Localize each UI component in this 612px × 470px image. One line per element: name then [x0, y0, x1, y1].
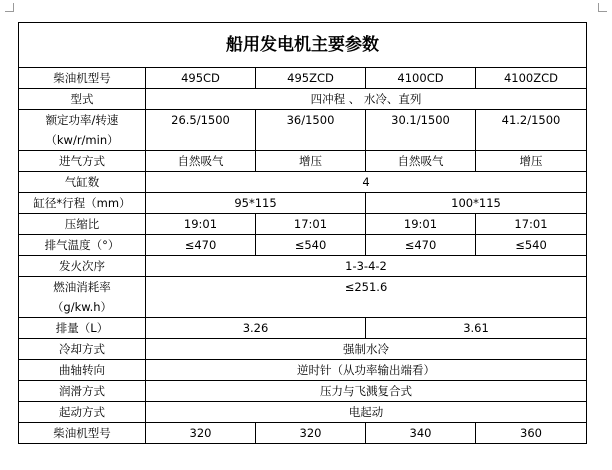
row-label-compression: 压缩比 — [19, 214, 146, 235]
table-row-intake — [19, 151, 587, 172]
cell-model-1: 495CD — [146, 68, 256, 89]
cell-model-2: 495ZCD — [256, 68, 366, 89]
row-label-cooling: 冷却方式 — [19, 339, 146, 360]
parameter-table — [18, 22, 587, 444]
cell-exhaust-1: ≤470 — [146, 235, 256, 256]
cell-bore-2: 100*115 — [366, 193, 587, 214]
row-label-displacement: 排量（L） — [19, 318, 146, 339]
cell-fuel: ≤251.6 — [146, 277, 587, 318]
table-row-model2 — [19, 423, 587, 444]
row-label-firing: 发火次序 — [19, 256, 146, 277]
row-label-model2: 柴油机型号 — [19, 423, 146, 444]
table-row-lubrication — [19, 381, 587, 402]
row-label-starting: 起动方式 — [19, 402, 146, 423]
row-label-rotation: 曲轴转向 — [19, 360, 146, 381]
cell-exhaust-4: ≤540 — [476, 235, 587, 256]
table-row-bore — [19, 193, 587, 214]
cell-lubrication: 压力与飞溅复合式 — [146, 381, 587, 402]
fuel-label-line1: 燃油消耗率 — [53, 280, 111, 294]
cell-model-3: 4100CD — [366, 68, 476, 89]
cell-exhaust-3: ≤470 — [366, 235, 476, 256]
fuel-label-line2: （g/kw.h） — [51, 300, 113, 314]
cell-power-3: 30.1/1500 — [366, 110, 476, 151]
cell-cylinders: 4 — [146, 172, 587, 193]
cell-rotation: 逆时针（从功率输出端看） — [146, 360, 587, 381]
row-label-bore: 缸径*行程（mm） — [19, 193, 146, 214]
table-row-firing — [19, 256, 587, 277]
row-label-lubrication: 润滑方式 — [19, 381, 146, 402]
cell-compression-1: 19:01 — [146, 214, 256, 235]
table-row-exhaust — [19, 235, 587, 256]
table-row-power — [19, 110, 587, 151]
row-label-cylinders: 气缸数 — [19, 172, 146, 193]
table-title: 船用发电机主要参数 — [19, 23, 587, 68]
cell-cooling: 强制水冷 — [146, 339, 587, 360]
table-row-starting — [19, 402, 587, 423]
cell-bore-1: 95*115 — [146, 193, 366, 214]
cell-model-4: 4100ZCD — [476, 68, 587, 89]
page-corner-mark-left — [5, 3, 14, 12]
cell-model2-4: 360 — [476, 423, 587, 444]
cell-displacement-1: 3.26 — [146, 318, 366, 339]
cell-starting: 电起动 — [146, 402, 587, 423]
table-row-cooling — [19, 339, 587, 360]
row-label-model: 柴油机型号 — [19, 68, 146, 89]
row-label-type: 型式 — [19, 89, 146, 110]
cell-firing: 1-3-4-2 — [146, 256, 587, 277]
table-row-rotation — [19, 360, 587, 381]
row-label-fuel — [19, 277, 146, 318]
cell-power-1: 26.5/1500 — [146, 110, 256, 151]
cell-intake-1: 自然吸气 — [146, 151, 256, 172]
cell-model2-2: 320 — [256, 423, 366, 444]
table-row-type — [19, 89, 587, 110]
table-row-compression — [19, 214, 587, 235]
row-label-power — [19, 110, 146, 151]
cell-model2-3: 340 — [366, 423, 476, 444]
power-label-line1: 额定功率/转速 — [45, 113, 119, 127]
cell-intake-4: 增压 — [476, 151, 587, 172]
cell-model2-1: 320 — [146, 423, 256, 444]
cell-compression-4: 17:01 — [476, 214, 587, 235]
table-row-displacement — [19, 318, 587, 339]
cell-power-4: 41.2/1500 — [476, 110, 587, 151]
row-label-exhaust: 排气温度（°） — [19, 235, 146, 256]
cell-exhaust-2: ≤540 — [256, 235, 366, 256]
cell-intake-3: 自然吸气 — [366, 151, 476, 172]
cell-type: 四冲程 、 水冷、直列 — [146, 89, 587, 110]
row-label-intake: 进气方式 — [19, 151, 146, 172]
table-row-cylinders — [19, 172, 587, 193]
title-row — [19, 23, 587, 68]
cell-compression-2: 17:01 — [256, 214, 366, 235]
power-label-line2: （kw/r/min） — [45, 133, 119, 147]
cell-compression-3: 19:01 — [366, 214, 476, 235]
page-corner-mark-right — [598, 3, 607, 12]
table-row-fuel — [19, 277, 587, 318]
cell-displacement-2: 3.61 — [366, 318, 587, 339]
cell-power-2: 36/1500 — [256, 110, 366, 151]
cell-intake-2: 增压 — [256, 151, 366, 172]
table-row-model — [19, 68, 587, 89]
